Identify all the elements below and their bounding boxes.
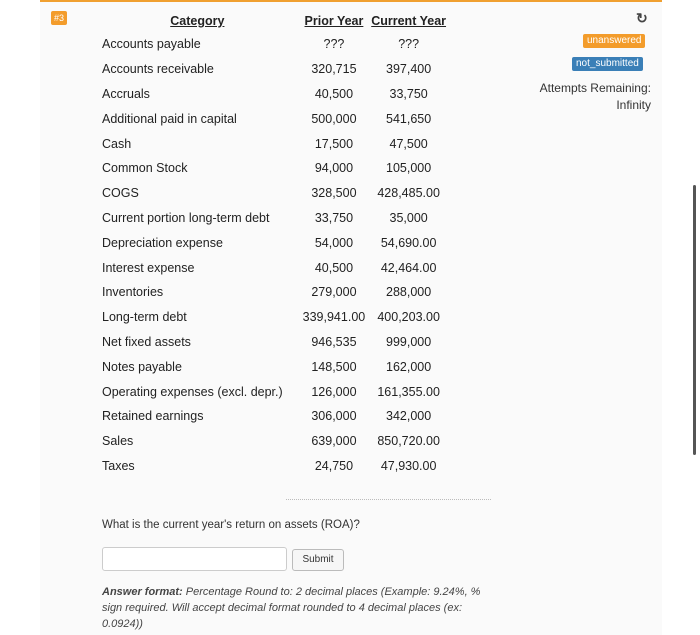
status-unanswered-badge: unanswered bbox=[583, 34, 645, 48]
table-row bbox=[96, 156, 448, 181]
row-category: Accounts receivable bbox=[102, 62, 214, 77]
table-row bbox=[96, 454, 448, 479]
row-prior-year: 94,000 bbox=[314, 161, 354, 176]
row-prior-year: 946,535 bbox=[311, 334, 357, 349]
row-category: Additional paid in capital bbox=[102, 111, 237, 126]
attempts-label: Attempts Remaining: bbox=[539, 81, 651, 95]
row-current-year: 162,000 bbox=[386, 359, 432, 374]
row-prior-year: 279,000 bbox=[311, 285, 357, 300]
row-category: Long-term debt bbox=[102, 310, 187, 325]
row-category: Taxes bbox=[102, 458, 135, 473]
row-current-year: 54,690.00 bbox=[380, 235, 437, 250]
row-current-year: 47,930.00 bbox=[380, 458, 437, 473]
answer-format-label: Answer format: bbox=[102, 586, 183, 598]
question-number-badge: #3 bbox=[51, 11, 67, 25]
table-row bbox=[96, 181, 448, 206]
row-category: Interest expense bbox=[102, 260, 195, 275]
table-row bbox=[96, 82, 448, 107]
row-category: Inventories bbox=[102, 285, 164, 300]
row-category: Sales bbox=[102, 434, 134, 449]
row-prior-year: 126,000 bbox=[311, 384, 357, 399]
table-row bbox=[96, 255, 448, 280]
table-row bbox=[96, 305, 448, 330]
row-prior-year: 339,941.00 bbox=[302, 310, 366, 325]
table-row bbox=[96, 32, 448, 57]
table-row bbox=[96, 330, 448, 355]
attempts-remaining bbox=[520, 80, 651, 114]
row-current-year: 428,485.00 bbox=[377, 186, 440, 201]
row-category: Current portion long-term debt bbox=[102, 210, 270, 225]
row-prior-year: 40,500 bbox=[314, 260, 354, 275]
row-prior-year: 148,500 bbox=[311, 359, 357, 374]
table-row bbox=[96, 206, 448, 231]
row-current-year: 105,000 bbox=[386, 161, 432, 176]
row-prior-year: 17,500 bbox=[314, 136, 354, 151]
attempts-value: Infinity bbox=[616, 98, 651, 112]
question-text: What is the current year's return on assets (ROA)? bbox=[102, 519, 360, 531]
top-accent-line bbox=[40, 0, 662, 2]
row-prior-year: 328,500 bbox=[311, 186, 357, 201]
table-row bbox=[96, 280, 448, 305]
row-prior-year: 500,000 bbox=[311, 111, 357, 126]
row-current-year: 400,203.00 bbox=[377, 310, 440, 325]
row-current-year: ??? bbox=[398, 37, 420, 52]
row-current-year: 850,720.00 bbox=[377, 434, 440, 449]
table-row bbox=[96, 57, 448, 82]
answer-input[interactable] bbox=[102, 547, 287, 571]
answer-format-note bbox=[102, 584, 497, 632]
row-current-year: 397,400 bbox=[386, 62, 432, 77]
row-category: Accruals bbox=[102, 86, 150, 101]
row-category: Cash bbox=[102, 136, 132, 151]
row-category: COGS bbox=[102, 186, 139, 201]
divider bbox=[286, 499, 491, 500]
row-category: Notes payable bbox=[102, 359, 182, 374]
row-current-year: 342,000 bbox=[386, 409, 432, 424]
table-row bbox=[96, 354, 448, 379]
row-current-year: 999,000 bbox=[386, 334, 432, 349]
row-prior-year: ??? bbox=[323, 37, 345, 52]
row-current-year: 33,750 bbox=[389, 86, 428, 101]
submit-button[interactable]: Submit bbox=[292, 549, 344, 571]
status-not-submitted-badge: not_submitted bbox=[572, 57, 643, 71]
row-current-year: 47,500 bbox=[389, 136, 428, 151]
row-category: Common Stock bbox=[102, 161, 188, 176]
row-current-year: 541,650 bbox=[386, 111, 432, 126]
row-prior-year: 639,000 bbox=[311, 434, 357, 449]
table-header-row bbox=[96, 10, 448, 32]
row-current-year: 161,355.00 bbox=[377, 384, 440, 399]
row-category: Depreciation expense bbox=[102, 235, 223, 250]
row-prior-year: 320,715 bbox=[311, 62, 357, 77]
refresh-icon[interactable]: ↻ bbox=[636, 10, 648, 26]
table-row bbox=[96, 106, 448, 131]
row-prior-year: 40,500 bbox=[314, 86, 354, 101]
row-prior-year: 24,750 bbox=[314, 458, 354, 473]
table-row bbox=[96, 131, 448, 156]
row-category: Accounts payable bbox=[102, 37, 201, 52]
row-prior-year: 54,000 bbox=[314, 235, 354, 250]
row-category: Net fixed assets bbox=[102, 334, 191, 349]
row-category: Operating expenses (excl. depr.) bbox=[102, 384, 283, 399]
table-row bbox=[96, 379, 448, 404]
table-row bbox=[96, 429, 448, 454]
scrollbar[interactable] bbox=[693, 185, 696, 455]
table-row bbox=[96, 404, 448, 429]
header-current-year: Current Year bbox=[371, 14, 447, 28]
header-prior-year: Prior Year bbox=[304, 14, 364, 28]
row-current-year: 288,000 bbox=[386, 285, 432, 300]
row-prior-year: 33,750 bbox=[314, 210, 354, 225]
table-row bbox=[96, 230, 448, 255]
financial-data-table bbox=[96, 10, 448, 478]
header-category: Category bbox=[170, 14, 225, 28]
row-current-year: 42,464.00 bbox=[380, 260, 437, 275]
answer-format-text: Percentage Round to: 2 decimal places (Example: 9.24%, % sign required. Will accept decimal format rounded to 4 decimal places (ex: 0.0924)) bbox=[102, 586, 481, 630]
row-current-year: 35,000 bbox=[389, 210, 428, 225]
row-prior-year: 306,000 bbox=[311, 409, 357, 424]
row-category: Retained earnings bbox=[102, 409, 204, 424]
